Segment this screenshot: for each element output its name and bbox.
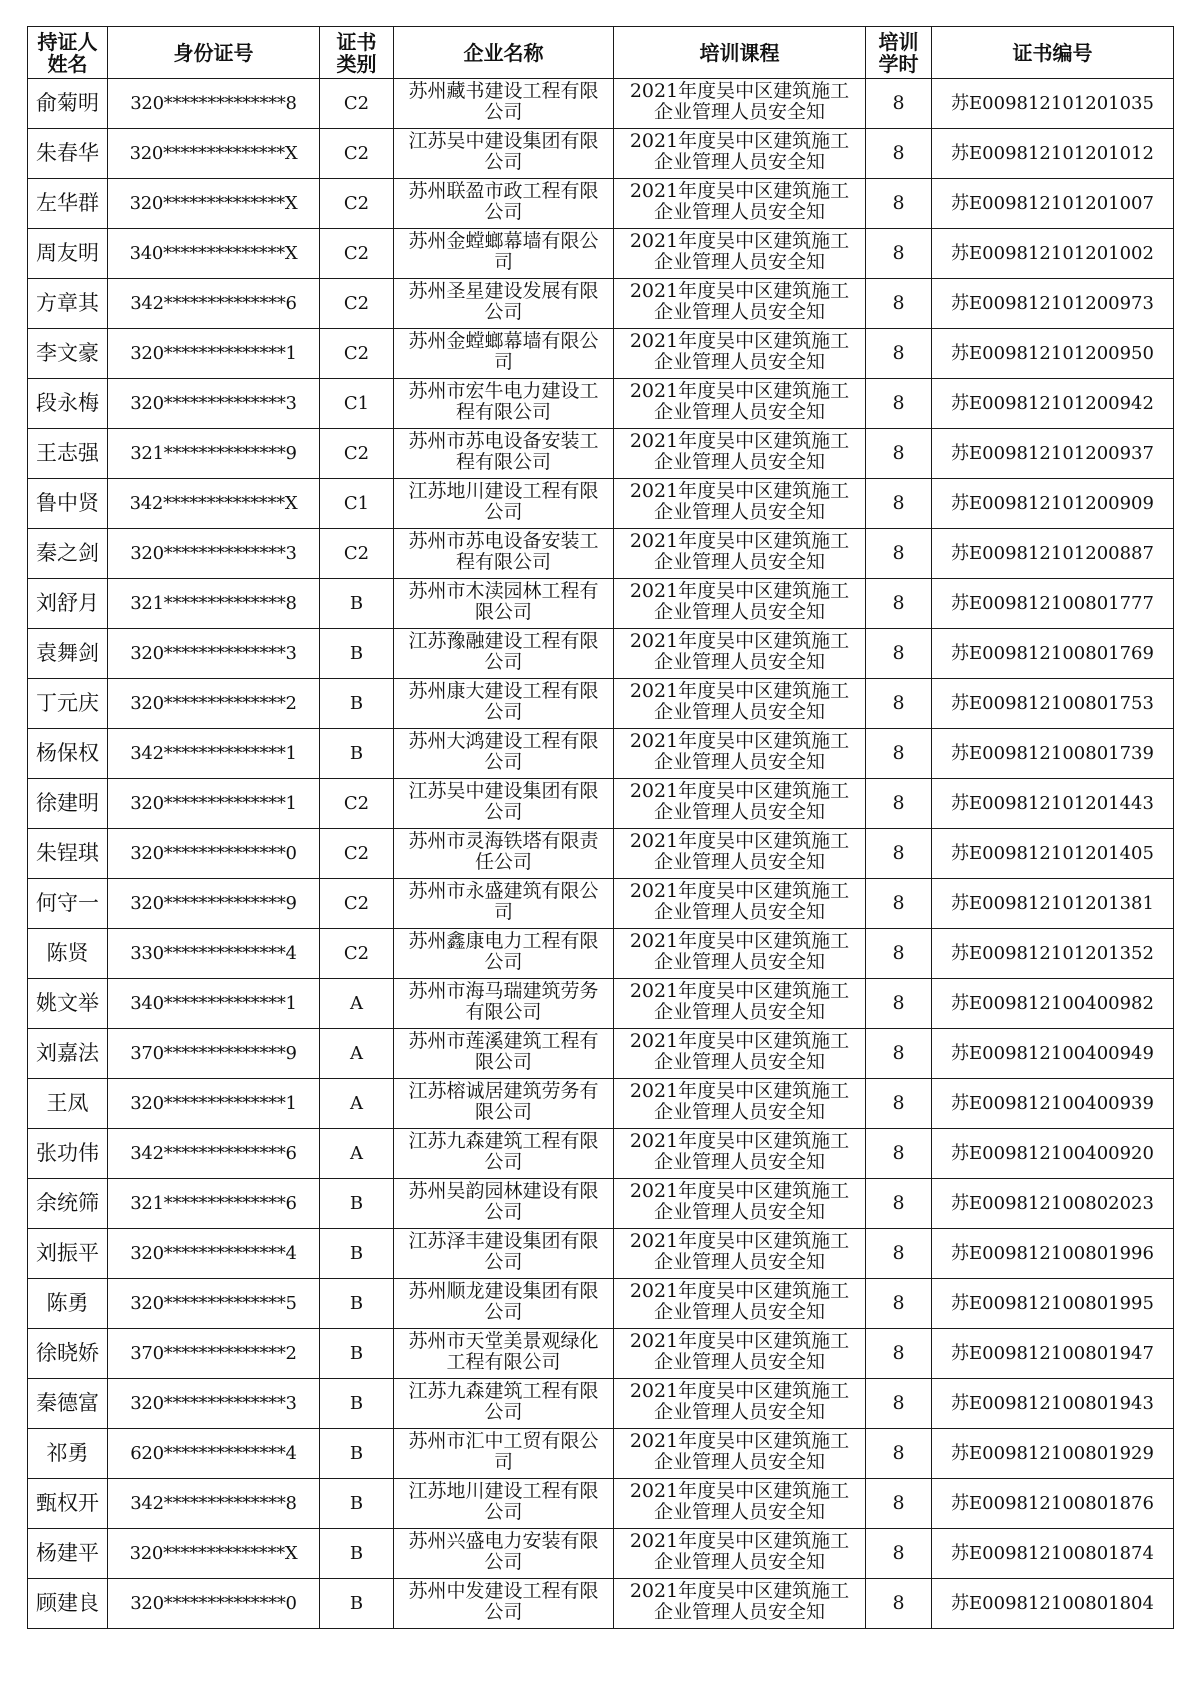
cert-number-cell: 苏E009812101201443 [932, 779, 1174, 829]
table-row [28, 379, 1174, 429]
company-name-cell: 苏州鑫康电力工程有限公司 [394, 929, 614, 979]
cert-type-cell: C1 [320, 379, 394, 429]
cert-type-cell: B [320, 629, 394, 679]
training-course-cell: 2021年度吴中区建筑施工企业管理人员安全知 [614, 129, 866, 179]
cert-type-cell: A [320, 1029, 394, 1079]
company-name-cell: 苏州中发建设工程有限公司 [394, 1579, 614, 1629]
training-hours-cell: 8 [866, 129, 932, 179]
cert-number-cell: 苏E009812100801929 [932, 1429, 1174, 1479]
id-number-cell: 320**************4 [108, 1229, 320, 1279]
training-hours-cell: 8 [866, 1129, 932, 1179]
training-hours-cell: 8 [866, 1179, 932, 1229]
holder-name-cell: 陈勇 [28, 1279, 108, 1329]
table-row [28, 779, 1174, 829]
table-row [28, 579, 1174, 629]
company-name-cell: 江苏九森建筑工程有限公司 [394, 1129, 614, 1179]
holder-name-cell: 徐建明 [28, 779, 108, 829]
training-hours-cell: 8 [866, 379, 932, 429]
id-number-cell: 321**************9 [108, 429, 320, 479]
company-name-cell: 苏州兴盛电力安装有限公司 [394, 1529, 614, 1579]
company-name-cell: 苏州市汇中工贸有限公司 [394, 1429, 614, 1479]
training-course-cell: 2021年度吴中区建筑施工企业管理人员安全知 [614, 1129, 866, 1179]
company-name-cell: 苏州市灵海铁塔有限责任公司 [394, 829, 614, 879]
training-course-cell: 2021年度吴中区建筑施工企业管理人员安全知 [614, 1329, 866, 1379]
cert-type-cell: A [320, 979, 394, 1029]
table-row [28, 1429, 1174, 1479]
holder-name-cell: 秦之剑 [28, 529, 108, 579]
id-number-cell: 342**************1 [108, 729, 320, 779]
cert-type-cell: A [320, 1129, 394, 1179]
table-row [28, 1079, 1174, 1129]
holder-name-cell: 甄权开 [28, 1479, 108, 1529]
cert-number-cell: 苏E009812100801996 [932, 1229, 1174, 1279]
training-course-cell: 2021年度吴中区建筑施工企业管理人员安全知 [614, 179, 866, 229]
cert-type-cell: B [320, 729, 394, 779]
cert-number-cell: 苏E009812100801876 [932, 1479, 1174, 1529]
holder-name-cell: 方章其 [28, 279, 108, 329]
training-course-cell: 2021年度吴中区建筑施工企业管理人员安全知 [614, 229, 866, 279]
table-row [28, 1279, 1174, 1329]
training-hours-cell: 8 [866, 1529, 932, 1579]
training-course-cell: 2021年度吴中区建筑施工企业管理人员安全知 [614, 429, 866, 479]
cert-type-cell: C2 [320, 879, 394, 929]
cert-type-cell: C2 [320, 79, 394, 129]
cert-type-cell: C2 [320, 329, 394, 379]
cert-type-cell: C2 [320, 829, 394, 879]
table-row [28, 929, 1174, 979]
holder-name-cell: 徐晓娇 [28, 1329, 108, 1379]
company-name-cell: 江苏吴中建设集团有限公司 [394, 129, 614, 179]
id-number-cell: 370**************9 [108, 1029, 320, 1079]
cert-number-cell: 苏E009812101200887 [932, 529, 1174, 579]
id-number-cell: 320**************9 [108, 879, 320, 929]
id-number-cell: 320**************0 [108, 829, 320, 879]
table-row [28, 1129, 1174, 1179]
id-number-cell: 320**************3 [108, 1379, 320, 1429]
table-row [28, 1379, 1174, 1429]
holder-name-cell: 祁勇 [28, 1429, 108, 1479]
training-course-cell: 2021年度吴中区建筑施工企业管理人员安全知 [614, 729, 866, 779]
cert-type-cell: C2 [320, 229, 394, 279]
training-course-cell: 2021年度吴中区建筑施工企业管理人员安全知 [614, 1529, 866, 1579]
cert-type-cell: C2 [320, 129, 394, 179]
training-course-cell: 2021年度吴中区建筑施工企业管理人员安全知 [614, 1079, 866, 1129]
holder-name-cell: 朱锃琪 [28, 829, 108, 879]
cert-number-cell: 苏E009812101200973 [932, 279, 1174, 329]
table-row [28, 629, 1174, 679]
table-row [28, 1529, 1174, 1579]
training-hours-cell: 8 [866, 1229, 932, 1279]
table-row [28, 79, 1174, 129]
cert-type-cell: B [320, 1479, 394, 1529]
company-name-cell: 苏州金螳螂幕墙有限公司 [394, 329, 614, 379]
training-hours-cell: 8 [866, 1329, 932, 1379]
holder-name-cell: 朱春华 [28, 129, 108, 179]
holder-name-cell: 陈贤 [28, 929, 108, 979]
cert-type-cell: B [320, 1329, 394, 1379]
table-row [28, 529, 1174, 579]
id-number-cell: 620**************4 [108, 1429, 320, 1479]
holder-name-cell: 袁舞剑 [28, 629, 108, 679]
cert-type-cell: B [320, 1429, 394, 1479]
training-hours-cell: 8 [866, 879, 932, 929]
company-name-cell: 苏州市苏电设备安装工程有限公司 [394, 529, 614, 579]
training-course-cell: 2021年度吴中区建筑施工企业管理人员安全知 [614, 779, 866, 829]
holder-name-cell: 丁元庆 [28, 679, 108, 729]
table-row [28, 129, 1174, 179]
cert-number-cell: 苏E009812101200937 [932, 429, 1174, 479]
training-course-cell: 2021年度吴中区建筑施工企业管理人员安全知 [614, 379, 866, 429]
cert-number-cell: 苏E009812100801769 [932, 629, 1174, 679]
cert-number-cell: 苏E009812100801943 [932, 1379, 1174, 1429]
company-name-cell: 苏州康大建设工程有限公司 [394, 679, 614, 729]
certificate-table [27, 26, 1174, 1629]
holder-name-cell: 刘舒月 [28, 579, 108, 629]
training-hours-cell: 8 [866, 229, 932, 279]
table-row [28, 1479, 1174, 1529]
company-name-cell: 苏州市木渎园林工程有限公司 [394, 579, 614, 629]
table-header-row [28, 27, 1174, 79]
table-row [28, 829, 1174, 879]
training-course-cell: 2021年度吴中区建筑施工企业管理人员安全知 [614, 1479, 866, 1529]
cert-type-cell: B [320, 1179, 394, 1229]
cert-type-cell: B [320, 1229, 394, 1279]
training-course-cell: 2021年度吴中区建筑施工企业管理人员安全知 [614, 629, 866, 679]
company-name-cell: 苏州吴韵园林建设有限公司 [394, 1179, 614, 1229]
holder-name-cell: 左华群 [28, 179, 108, 229]
holder-name-cell: 余统筛 [28, 1179, 108, 1229]
holder-name-cell: 王志强 [28, 429, 108, 479]
holder-name-cell: 李文豪 [28, 329, 108, 379]
company-name-cell: 苏州联盈市政工程有限公司 [394, 179, 614, 229]
id-number-cell: 320**************X [108, 129, 320, 179]
training-hours-cell: 8 [866, 1079, 932, 1129]
holder-name-cell: 王凤 [28, 1079, 108, 1129]
id-number-cell: 340**************1 [108, 979, 320, 1029]
company-name-cell: 苏州金螳螂幕墙有限公司 [394, 229, 614, 279]
table-row [28, 1029, 1174, 1079]
header-id-number: 身份证号 [108, 27, 320, 79]
table-row [28, 429, 1174, 479]
table-row [28, 1329, 1174, 1379]
training-hours-cell: 8 [866, 1579, 932, 1629]
training-course-cell: 2021年度吴中区建筑施工企业管理人员安全知 [614, 1579, 866, 1629]
cert-number-cell: 苏E009812101201012 [932, 129, 1174, 179]
id-number-cell: 320**************8 [108, 79, 320, 129]
header-holder-name: 持证人姓名 [28, 27, 108, 79]
header-cert-number: 证书编号 [932, 27, 1174, 79]
id-number-cell: 320**************2 [108, 679, 320, 729]
training-course-cell: 2021年度吴中区建筑施工企业管理人员安全知 [614, 579, 866, 629]
training-course-cell: 2021年度吴中区建筑施工企业管理人员安全知 [614, 529, 866, 579]
cert-number-cell: 苏E009812101200950 [932, 329, 1174, 379]
cert-number-cell: 苏E009812101201352 [932, 929, 1174, 979]
id-number-cell: 321**************8 [108, 579, 320, 629]
training-hours-cell: 8 [866, 479, 932, 529]
id-number-cell: 320**************3 [108, 529, 320, 579]
training-course-cell: 2021年度吴中区建筑施工企业管理人员安全知 [614, 1379, 866, 1429]
training-hours-cell: 8 [866, 729, 932, 779]
training-hours-cell: 8 [866, 779, 932, 829]
id-number-cell: 320**************X [108, 1529, 320, 1579]
table-row [28, 329, 1174, 379]
training-hours-cell: 8 [866, 529, 932, 579]
table-row [28, 179, 1174, 229]
id-number-cell: 342**************X [108, 479, 320, 529]
training-hours-cell: 8 [866, 79, 932, 129]
holder-name-cell: 姚文举 [28, 979, 108, 1029]
training-hours-cell: 8 [866, 679, 932, 729]
cert-number-cell: 苏E009812101200942 [932, 379, 1174, 429]
cert-type-cell: A [320, 1079, 394, 1129]
header-company-name: 企业名称 [394, 27, 614, 79]
company-name-cell: 江苏榕诚居建筑劳务有限公司 [394, 1079, 614, 1129]
holder-name-cell: 杨建平 [28, 1529, 108, 1579]
training-course-cell: 2021年度吴中区建筑施工企业管理人员安全知 [614, 1179, 866, 1229]
cert-number-cell: 苏E009812101200909 [932, 479, 1174, 529]
training-hours-cell: 8 [866, 179, 932, 229]
cert-type-cell: B [320, 579, 394, 629]
header-training-hours: 培训学时 [866, 27, 932, 79]
holder-name-cell: 俞菊明 [28, 79, 108, 129]
table-row [28, 679, 1174, 729]
training-course-cell: 2021年度吴中区建筑施工企业管理人员安全知 [614, 879, 866, 929]
training-course-cell: 2021年度吴中区建筑施工企业管理人员安全知 [614, 679, 866, 729]
table-row [28, 479, 1174, 529]
holder-name-cell: 段永梅 [28, 379, 108, 429]
training-hours-cell: 8 [866, 1479, 932, 1529]
company-name-cell: 苏州大鸿建设工程有限公司 [394, 729, 614, 779]
holder-name-cell: 鲁中贤 [28, 479, 108, 529]
cert-type-cell: B [320, 1279, 394, 1329]
id-number-cell: 320**************1 [108, 779, 320, 829]
cert-type-cell: B [320, 1379, 394, 1429]
holder-name-cell: 刘嘉法 [28, 1029, 108, 1079]
table-row [28, 229, 1174, 279]
cert-number-cell: 苏E009812101201002 [932, 229, 1174, 279]
training-course-cell: 2021年度吴中区建筑施工企业管理人员安全知 [614, 479, 866, 529]
cert-number-cell: 苏E009812100801739 [932, 729, 1174, 779]
cert-type-cell: C2 [320, 529, 394, 579]
id-number-cell: 342**************6 [108, 279, 320, 329]
training-hours-cell: 8 [866, 829, 932, 879]
id-number-cell: 340**************X [108, 229, 320, 279]
id-number-cell: 330**************4 [108, 929, 320, 979]
training-course-cell: 2021年度吴中区建筑施工企业管理人员安全知 [614, 1429, 866, 1479]
id-number-cell: 320**************5 [108, 1279, 320, 1329]
holder-name-cell: 顾建良 [28, 1579, 108, 1629]
cert-number-cell: 苏E009812100400920 [932, 1129, 1174, 1179]
cert-number-cell: 苏E009812100802023 [932, 1179, 1174, 1229]
training-course-cell: 2021年度吴中区建筑施工企业管理人员安全知 [614, 79, 866, 129]
company-name-cell: 江苏吴中建设集团有限公司 [394, 779, 614, 829]
cert-number-cell: 苏E009812100400982 [932, 979, 1174, 1029]
table-row [28, 1579, 1174, 1629]
cert-number-cell: 苏E009812100801874 [932, 1529, 1174, 1579]
training-hours-cell: 8 [866, 1029, 932, 1079]
training-course-cell: 2021年度吴中区建筑施工企业管理人员安全知 [614, 829, 866, 879]
company-name-cell: 江苏九森建筑工程有限公司 [394, 1379, 614, 1429]
table-row [28, 879, 1174, 929]
cert-type-cell: C2 [320, 779, 394, 829]
company-name-cell: 江苏地川建设工程有限公司 [394, 479, 614, 529]
training-hours-cell: 8 [866, 579, 932, 629]
training-course-cell: 2021年度吴中区建筑施工企业管理人员安全知 [614, 1279, 866, 1329]
cert-type-cell: C2 [320, 929, 394, 979]
cert-number-cell: 苏E009812100801777 [932, 579, 1174, 629]
id-number-cell: 370**************2 [108, 1329, 320, 1379]
id-number-cell: 320**************0 [108, 1579, 320, 1629]
cert-type-cell: B [320, 1529, 394, 1579]
certificate-table-sheet [27, 26, 1174, 1629]
id-number-cell: 320**************3 [108, 379, 320, 429]
training-course-cell: 2021年度吴中区建筑施工企业管理人员安全知 [614, 929, 866, 979]
company-name-cell: 苏州顺龙建设集团有限公司 [394, 1279, 614, 1329]
training-course-cell: 2021年度吴中区建筑施工企业管理人员安全知 [614, 329, 866, 379]
holder-name-cell: 何守一 [28, 879, 108, 929]
table-row [28, 279, 1174, 329]
cert-type-cell: C2 [320, 429, 394, 479]
holder-name-cell: 秦德富 [28, 1379, 108, 1429]
cert-type-cell: C1 [320, 479, 394, 529]
training-course-cell: 2021年度吴中区建筑施工企业管理人员安全知 [614, 1029, 866, 1079]
cert-number-cell: 苏E009812101201007 [932, 179, 1174, 229]
training-hours-cell: 8 [866, 279, 932, 329]
holder-name-cell: 刘振平 [28, 1229, 108, 1279]
id-number-cell: 320**************X [108, 179, 320, 229]
table-body [28, 79, 1174, 1629]
table-row [28, 729, 1174, 779]
cert-number-cell: 苏E009812100801753 [932, 679, 1174, 729]
company-name-cell: 苏州市永盛建筑有限公司 [394, 879, 614, 929]
cert-type-cell: B [320, 679, 394, 729]
company-name-cell: 江苏地川建设工程有限公司 [394, 1479, 614, 1529]
training-course-cell: 2021年度吴中区建筑施工企业管理人员安全知 [614, 279, 866, 329]
company-name-cell: 苏州市苏电设备安装工程有限公司 [394, 429, 614, 479]
training-hours-cell: 8 [866, 1379, 932, 1429]
header-training-course: 培训课程 [614, 27, 866, 79]
header-cert-type: 证书类别 [320, 27, 394, 79]
company-name-cell: 江苏泽丰建设集团有限公司 [394, 1229, 614, 1279]
cert-number-cell: 苏E009812100801804 [932, 1579, 1174, 1629]
company-name-cell: 苏州市海马瑞建筑劳务有限公司 [394, 979, 614, 1029]
id-number-cell: 342**************6 [108, 1129, 320, 1179]
cert-number-cell: 苏E009812101201035 [932, 79, 1174, 129]
training-hours-cell: 8 [866, 929, 932, 979]
holder-name-cell: 张功伟 [28, 1129, 108, 1179]
training-hours-cell: 8 [866, 979, 932, 1029]
training-hours-cell: 8 [866, 1429, 932, 1479]
training-hours-cell: 8 [866, 329, 932, 379]
cert-type-cell: B [320, 1579, 394, 1629]
id-number-cell: 342**************8 [108, 1479, 320, 1529]
company-name-cell: 苏州市天堂美景观绿化工程有限公司 [394, 1329, 614, 1379]
training-hours-cell: 8 [866, 1279, 932, 1329]
company-name-cell: 苏州市宏牛电力建设工程有限公司 [394, 379, 614, 429]
cert-type-cell: C2 [320, 279, 394, 329]
training-hours-cell: 8 [866, 429, 932, 479]
training-course-cell: 2021年度吴中区建筑施工企业管理人员安全知 [614, 979, 866, 1029]
cert-type-cell: C2 [320, 179, 394, 229]
cert-number-cell: 苏E009812101201405 [932, 829, 1174, 879]
cert-number-cell: 苏E009812100801947 [932, 1329, 1174, 1379]
company-name-cell: 苏州圣星建设发展有限公司 [394, 279, 614, 329]
id-number-cell: 320**************3 [108, 629, 320, 679]
company-name-cell: 苏州市莲溪建筑工程有限公司 [394, 1029, 614, 1079]
cert-number-cell: 苏E009812100400949 [932, 1029, 1174, 1079]
id-number-cell: 320**************1 [108, 1079, 320, 1129]
id-number-cell: 320**************1 [108, 329, 320, 379]
holder-name-cell: 杨保权 [28, 729, 108, 779]
cert-number-cell: 苏E009812100400939 [932, 1079, 1174, 1129]
company-name-cell: 苏州藏书建设工程有限公司 [394, 79, 614, 129]
cert-number-cell: 苏E009812101201381 [932, 879, 1174, 929]
table-row [28, 979, 1174, 1029]
table-row [28, 1229, 1174, 1279]
cert-number-cell: 苏E009812100801995 [932, 1279, 1174, 1329]
id-number-cell: 321**************6 [108, 1179, 320, 1229]
holder-name-cell: 周友明 [28, 229, 108, 279]
training-course-cell: 2021年度吴中区建筑施工企业管理人员安全知 [614, 1229, 866, 1279]
training-hours-cell: 8 [866, 629, 932, 679]
company-name-cell: 江苏豫融建设工程有限公司 [394, 629, 614, 679]
table-row [28, 1179, 1174, 1229]
